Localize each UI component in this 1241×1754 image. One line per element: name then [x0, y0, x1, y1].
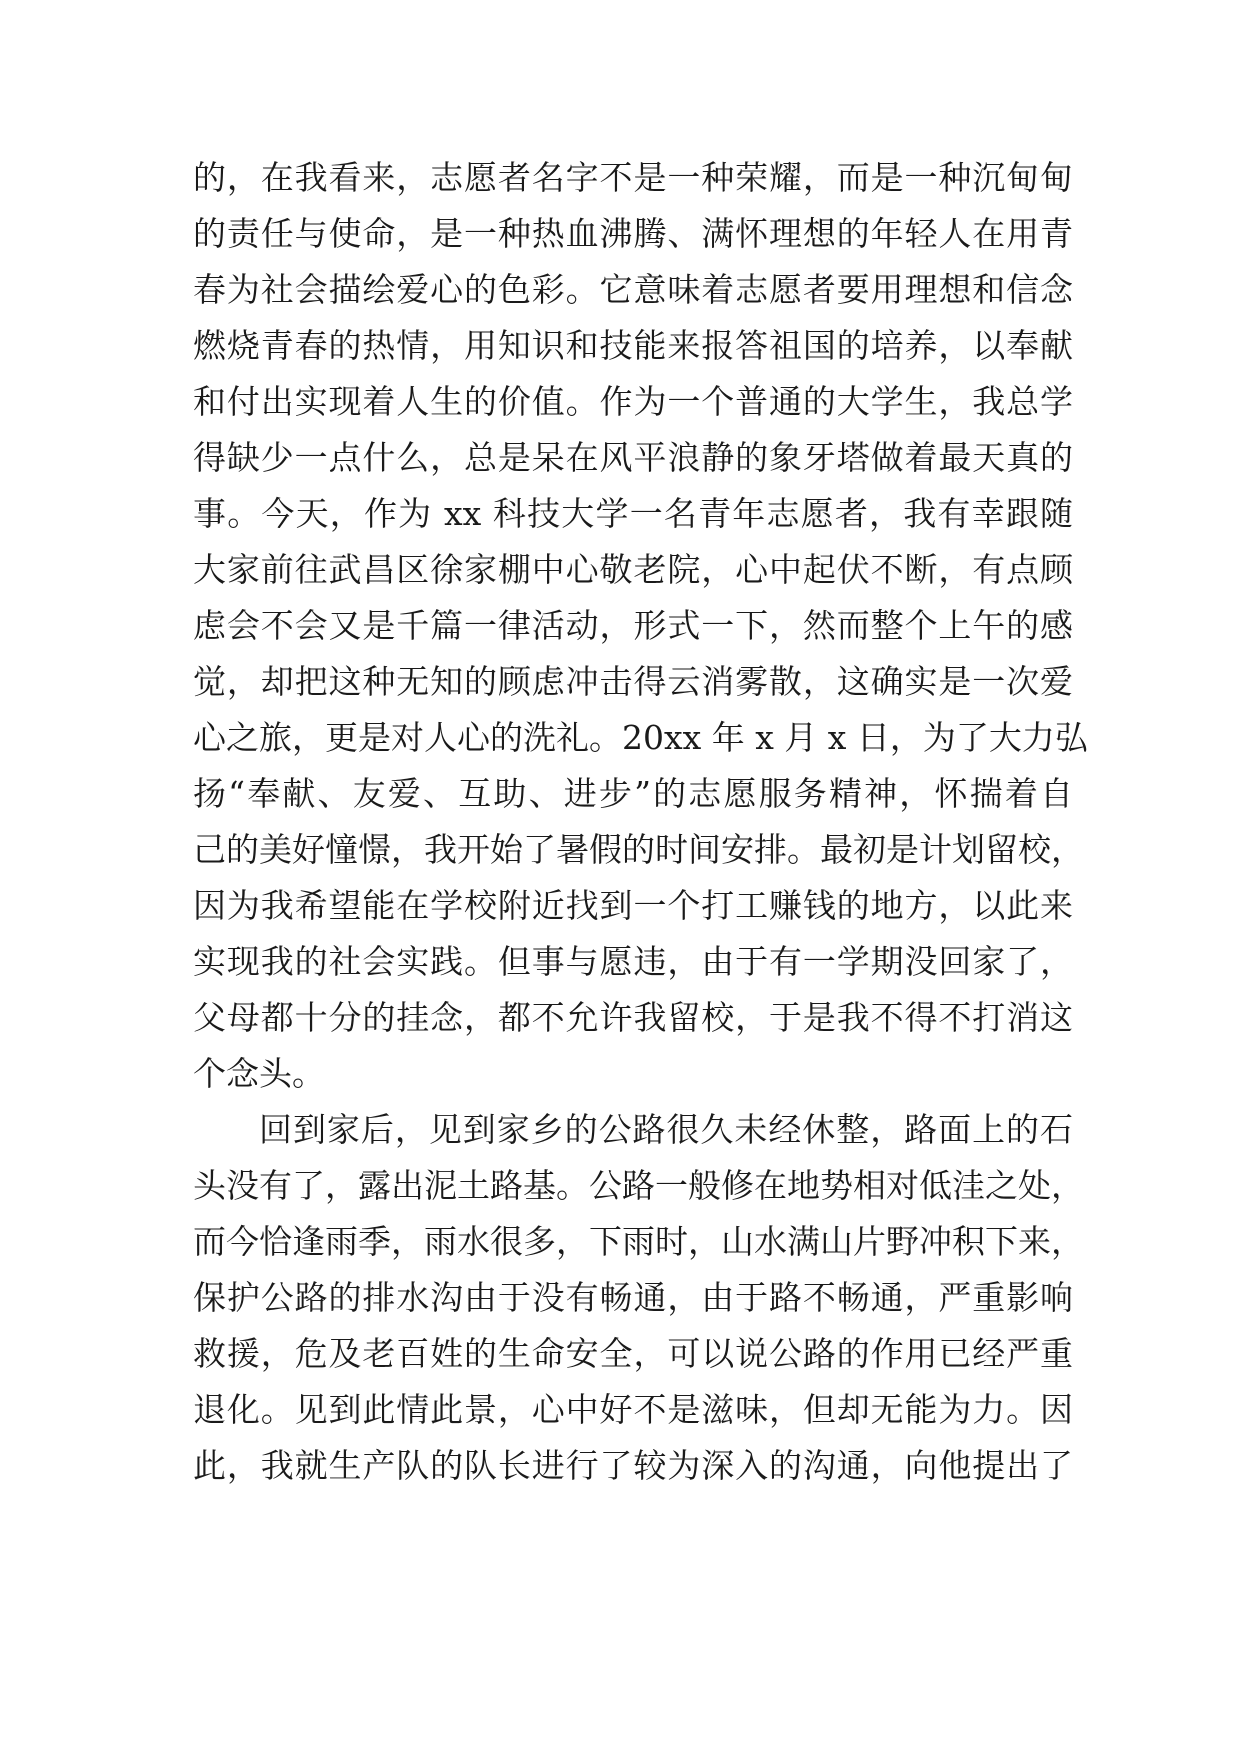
- text-line: 大家前往武昌区徐家棚中心敬老院，心中起伏不断，有点顾: [193, 550, 1073, 589]
- text-line: 春为社会描绘爱心的色彩。它意味着志愿者要用理想和信念: [193, 270, 1073, 309]
- text-line: 父母都十分的挂念，都不允许我留校，于是我不得不打消这: [193, 998, 1073, 1037]
- text-line: 保护公路的排水沟由于没有畅通，由于路不畅通，严重影响: [193, 1278, 1073, 1317]
- text-line: 扬“奉献、友爱、互助、进步”的志愿服务精神，怀揣着自: [193, 774, 1073, 813]
- text-line: 己的美好憧憬，我开始了暑假的时间安排。最初是计划留校，: [193, 830, 1084, 869]
- text-line: 觉，却把这种无知的顾虑冲击得云消雾散，这确实是一次爱: [193, 662, 1073, 701]
- text-line: 虑会不会又是千篇一律活动，形式一下，然而整个上午的感: [193, 606, 1073, 645]
- text-line: 因为我希望能在学校附近找到一个打工赚钱的地方，以此来: [193, 886, 1073, 925]
- text-line: 得缺少一点什么，总是呆在风平浪静的象牙塔做着最天真的: [193, 438, 1073, 477]
- text-line: 的，在我看来，志愿者名字不是一种荣耀，而是一种沉甸甸: [193, 158, 1073, 197]
- text-line: 和付出实现着人生的价值。作为一个普通的大学生，我总学: [193, 382, 1073, 421]
- text-line: 退化。见到此情此景，心中好不是滋味，但却无能为力。因: [193, 1390, 1073, 1429]
- text-line: 事。今天，作为 xx 科技大学一名青年志愿者，我有幸跟随: [193, 494, 1073, 533]
- text-line: 头没有了，露出泥土路基。公路一般修在地势相对低洼之处，: [193, 1166, 1084, 1205]
- text-line: 此，我就生产队的队长进行了较为深入的沟通，向他提出了: [193, 1446, 1073, 1485]
- text-line: 燃烧青春的热情，用知识和技能来报答祖国的培养，以奉献: [193, 326, 1073, 365]
- text-line: 救援，危及老百姓的生命安全，可以说公路的作用已经严重: [193, 1334, 1073, 1373]
- text-line: 心之旅，更是对人心的洗礼。20xx 年 x 月 x 日，为了大力弘: [193, 718, 1088, 757]
- text-line: 而今恰逢雨季，雨水很多，下雨时，山水满山片野冲积下来，: [193, 1222, 1084, 1261]
- text-line: 的责任与使命，是一种热血沸腾、满怀理想的年轻人在用青: [193, 214, 1073, 253]
- text-line: 回到家后，见到家乡的公路很久未经休整，路面上的石: [259, 1110, 1073, 1149]
- text-line: 个念头。: [193, 1054, 325, 1093]
- text-line: 实现我的社会实践。但事与愿违，由于有一学期没回家了，: [193, 942, 1073, 981]
